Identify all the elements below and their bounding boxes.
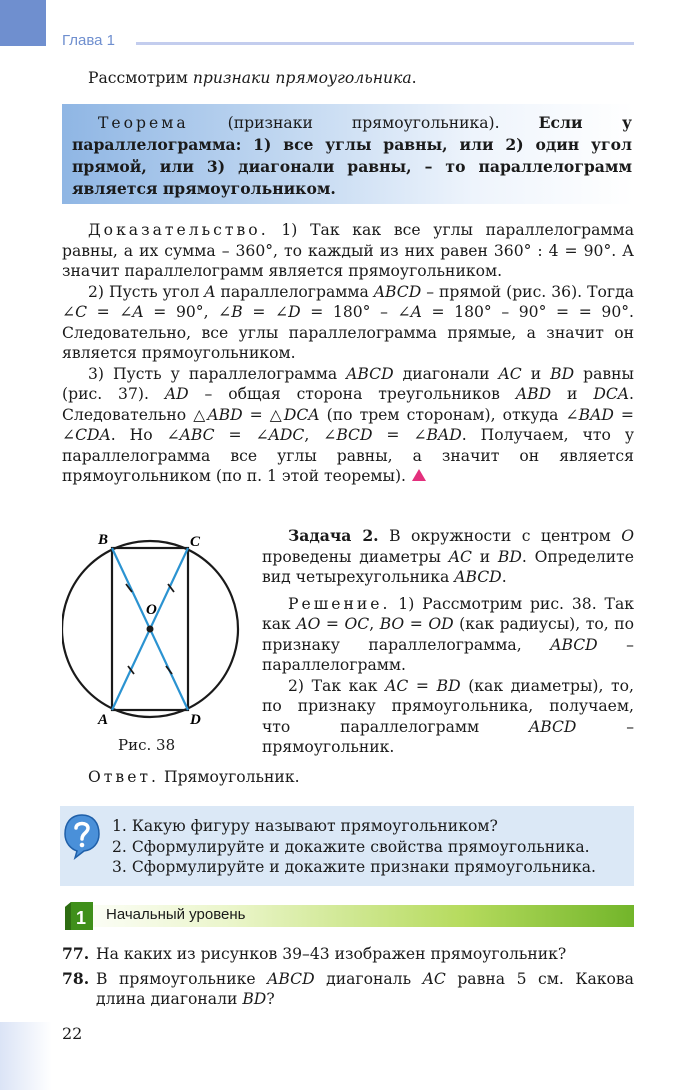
proof-paragraph-2: 2) Пусть угол A параллелограмма ABCD – прямой (рис. 36). Тогда ∠C = ∠A = 90°, ∠B = ∠D = 180° – ∠A = 180° – 90° = = 90°. Следовательно, все углы параллелограмма прямые, а значит он является прямоугольником. (62, 282, 634, 362)
exercise-77: 77. На каких из рисунков 39–43 изображен прямоугольник? (62, 944, 567, 963)
center-point (147, 626, 154, 633)
question-item: 3. Сформулируйте и докажите признаки прямоугольника. (112, 858, 596, 876)
label-a: A (98, 712, 109, 728)
solution-paragraph-1: Решение. 1) Рассмотрим рис. 38. Так как AO = OC, BO = OD (как радиусы), то, по признаку параллелограмма, ABCD – параллелограмм. (262, 594, 635, 674)
level-title: Начальный уровень (106, 906, 246, 923)
level-badge-icon (62, 901, 96, 931)
exercises (62, 944, 634, 1014)
footer-block (0, 1022, 52, 1090)
intro-paragraph: Рассмотрим признаки прямоугольника. (88, 69, 417, 87)
proof-paragraph-1: Доказательство. 1) Так как все углы параллелограмма равны, а их сумма – 360°, то каждый из них равен 360° : 4 = 90°. А значит параллелограмм является прямоугольником. (62, 221, 634, 280)
question-item: 1. Какую фигуру называют прямоугольником? (112, 817, 498, 835)
end-of-proof-icon (412, 469, 426, 481)
header-rule (136, 42, 634, 45)
proof-paragraph-3: 3) Пусть у параллелограмма ABCD диагонали AC и BD равны (рис. 37). AD – общая сторона треугольников ABD и DCA. Следовательно △ABD = △DCA (по трем сторонам), откуда ∠BAD = ∠CDA. Но ∠ABC = ∠ADC, ∠BCD = ∠BAD. Получаем, что у параллелограмма все углы равны, а значит он является прямоугольником (по п. 1 этой теоремы). (62, 364, 635, 485)
exercise-78: 78. В прямоугольнике ABCD диагональ AC равна 5 см. Какова длина диагонали BD? (62, 968, 634, 1008)
chapter-label: Глава 1 (62, 32, 116, 49)
task-2: Задача 2. В окружности с центром O проведены диаметры AC и BD. Определите вид четырехугольника ABCD. Решение. 1) Рассмотрим рис. 38. Так как AO = OC, BO = OD (как радиусы), то, по признаку параллелограмма, ABCD – параллелограмм. 2) Так как AC = BD (как диаметры), то, по признаку прямоугольника, получаем, что параллелограмм ABCD – прямоугольник. (262, 526, 635, 756)
label-c: C (190, 534, 201, 550)
proof (62, 220, 634, 487)
figure-38 (62, 528, 262, 738)
label-d: D (190, 712, 201, 728)
question-item: 2. Сформулируйте и докажите свойства прямоугольника. (112, 837, 590, 856)
answer: Ответ. Прямоугольник. (88, 768, 300, 786)
question-icon (62, 812, 102, 860)
questions-list (112, 816, 596, 878)
label-b: B (98, 532, 109, 548)
label-o: O (146, 602, 157, 618)
solution-paragraph-2: 2) Так как AC = BD (как диаметры), то, по признаку прямоугольника, получаем, что параллелограмм ABCD – прямоугольник. (262, 676, 635, 756)
svg-text:1: 1 (76, 908, 87, 928)
figure-caption: Рис. 38 (118, 736, 176, 754)
corner-block (0, 0, 46, 46)
page-number: 22 (62, 1024, 83, 1043)
theorem-text: Теорема (признаки прямоугольника). Если у параллелограмма: 1) все углы равны, или 2) один угол прямой, или 3) диагонали равны, – то параллелограмм является прямоугольником. (72, 113, 632, 198)
